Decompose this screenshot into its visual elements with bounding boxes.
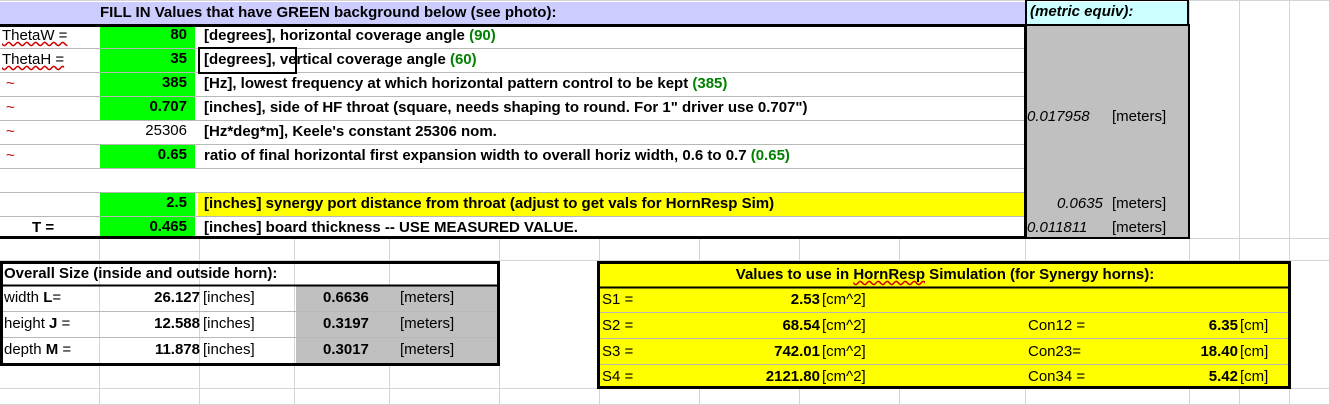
throat-side-input[interactable]: 0.707 xyxy=(100,97,195,120)
row2-desc-text: [degrees], vertical coverage angle xyxy=(204,51,450,68)
row1-default: (90) xyxy=(469,27,496,44)
port-distance-input[interactable]: 2.5 xyxy=(100,193,195,216)
row5-description: [Hz*deg*m], Keele's constant 25306 nom. xyxy=(204,123,497,140)
s4-unit: [cm^2] xyxy=(822,368,866,385)
row8-description: [inches] board thickness -- USE MEASURED VALUE. xyxy=(204,219,578,236)
con23-value: 18.40 xyxy=(1200,343,1238,360)
height-meters-unit: [meters] xyxy=(400,315,455,332)
row5-label: ~ xyxy=(6,123,15,140)
s1-label: S1 = xyxy=(602,291,634,308)
depth-inches-unit: [inches] xyxy=(203,341,255,358)
depth-inches: 11.878 xyxy=(154,341,200,358)
width-meters-unit: [meters] xyxy=(400,289,455,306)
hornresp-title-word: HornResp xyxy=(853,266,926,283)
width-inches: 26.127 xyxy=(154,289,200,306)
row1-desc-text: [degrees], horizontal coverage angle xyxy=(204,27,470,44)
con12-value: 6.35 xyxy=(1208,317,1238,334)
row7-description: [inches] synergy port distance from throat (adjust to get vals for HornResp Sim) xyxy=(204,195,775,212)
overall-row1-label: width L= xyxy=(4,289,62,306)
row6-desc-text: ratio of final horizontal first expansion width to overall horiz width, 0.6 to 0.7 xyxy=(204,147,751,164)
s1-value: 2.53 xyxy=(790,291,820,308)
row6-label: ~ xyxy=(6,147,15,164)
row3-desc-text: [Hz], lowest frequency at which horizontal pattern control to be kept xyxy=(204,75,693,92)
row6-description xyxy=(204,146,790,166)
s3-label: S3 = xyxy=(602,343,634,360)
row8-label: T = xyxy=(32,219,55,236)
row6-default: (0.65) xyxy=(750,147,790,164)
row8-metric-unit: [meters] xyxy=(1112,219,1167,236)
s4-value: 2121.80 xyxy=(765,368,820,385)
row1-description xyxy=(204,26,496,46)
height-inches-unit: [inches] xyxy=(203,315,255,332)
con23-unit: [cm] xyxy=(1240,343,1269,360)
row3-label: ~ xyxy=(6,75,15,92)
row8-metric-value: 0.011811 xyxy=(1027,219,1088,236)
low-freq-input[interactable]: 385 xyxy=(100,73,195,96)
hornresp-title: Values to use in HornResp Simulation (for Synergy horns): xyxy=(735,266,1155,283)
height-inches: 12.588 xyxy=(154,315,200,332)
row7-metric-value: 0.0635 xyxy=(1057,195,1103,212)
s2-value: 68.54 xyxy=(782,317,820,334)
s2-label: S2 = xyxy=(602,317,634,334)
row4-label: ~ xyxy=(6,99,15,116)
height-meters: 0.3197 xyxy=(323,315,369,332)
depth-symbol: M xyxy=(45,341,59,358)
s2-unit: [cm^2] xyxy=(822,317,866,334)
height-symbol: J xyxy=(49,315,58,332)
overall-row3-label: depth M = xyxy=(4,341,72,358)
s4-label: S4 = xyxy=(602,368,634,385)
instructions-title: FILL IN Values that have GREEN background below (see photo): xyxy=(100,4,557,21)
row2-label: ThetaH = xyxy=(2,51,65,68)
width-symbol: L xyxy=(43,289,53,306)
row4-description: [inches], side of HF throat (square, needs shaping to round. For 1" driver use 0.707") xyxy=(204,99,808,116)
row2-default: (60) xyxy=(449,51,477,68)
expansion-ratio-input[interactable]: 0.65 xyxy=(100,145,195,168)
s3-unit: [cm^2] xyxy=(822,343,866,360)
theta-w-input[interactable]: 80 xyxy=(100,25,195,48)
row7-metric-unit: [meters] xyxy=(1112,195,1167,212)
row1-label: ThetaW = xyxy=(2,27,68,44)
overall-size-title: Overall Size (inside and outside horn): xyxy=(4,265,278,282)
width-meters: 0.6636 xyxy=(323,289,369,306)
con34-label: Con34 = xyxy=(1028,368,1086,385)
board-thickness-input[interactable]: 0.465 xyxy=(100,217,195,237)
row3-default: (385) xyxy=(692,75,728,92)
con34-value: 5.42 xyxy=(1208,368,1238,385)
metric-equiv-header: (metric equiv): xyxy=(1027,2,1187,24)
s1-unit: [cm^2] xyxy=(822,291,866,308)
depth-meters: 0.3017 xyxy=(323,341,369,358)
row3-description xyxy=(204,74,727,94)
row4-metric-unit: [meters] xyxy=(1112,108,1167,125)
keele-constant-value[interactable]: 25306 xyxy=(100,121,195,144)
row4-metric-value: 0.017958 xyxy=(1027,108,1090,125)
theta-h-input[interactable]: 35 xyxy=(100,49,195,72)
width-inches-unit: [inches] xyxy=(203,289,255,306)
depth-meters-unit: [meters] xyxy=(400,341,455,358)
con34-unit: [cm] xyxy=(1240,368,1269,385)
con12-unit: [cm] xyxy=(1240,317,1269,334)
con23-label: Con23= xyxy=(1028,343,1081,360)
con12-label: Con12 = xyxy=(1028,317,1086,334)
overall-row2-label: height J = xyxy=(4,315,71,332)
row2-description xyxy=(204,50,477,70)
s3-value: 742.01 xyxy=(774,343,820,360)
